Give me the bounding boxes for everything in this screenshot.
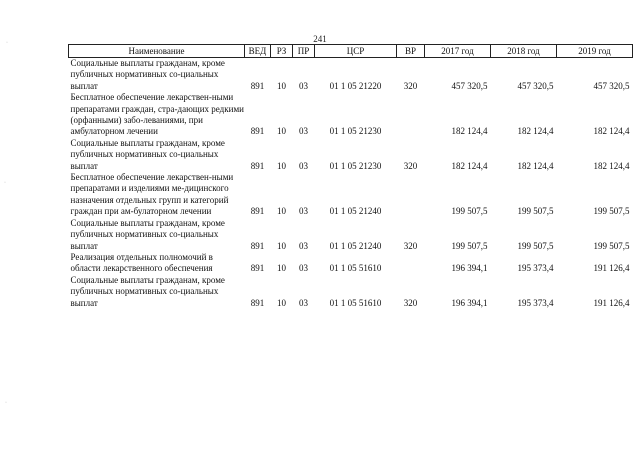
cell-vr xyxy=(397,252,425,275)
cell-2017: 182 124,4 xyxy=(451,126,488,137)
cell-rz: 10 xyxy=(277,297,286,308)
cell-vr: 320 xyxy=(403,80,418,91)
cell-pr: 03 xyxy=(299,206,308,217)
cell-pr: 03 xyxy=(299,160,308,171)
table-row xyxy=(69,58,633,93)
cell-pr: 03 xyxy=(299,297,308,308)
cell-2019: 182 124,4 xyxy=(593,160,630,171)
cell-2019: 191 126,4 xyxy=(593,297,630,308)
cell-name: Социальные выплаты гражданам, кроме публичных нормативных со-циальных выплат xyxy=(70,58,225,91)
cell-ved: 891 xyxy=(250,160,265,171)
cell-pr: 03 xyxy=(299,80,308,91)
cell-2018: 199 507,5 xyxy=(517,240,554,251)
cell-vr xyxy=(397,92,425,138)
cell-ved: 891 xyxy=(250,80,265,91)
cell-2018: 182 124,4 xyxy=(517,160,554,171)
cell-2019: 191 126,4 xyxy=(593,263,630,274)
table-row xyxy=(69,138,633,172)
cell-ved: 891 xyxy=(250,263,265,274)
cell-2018: 195 373,4 xyxy=(517,297,554,308)
cell-2018: 457 320,5 xyxy=(517,80,554,91)
cell-2017: 196 394,1 xyxy=(451,297,488,308)
cell-csr: 01 1 05 21240 xyxy=(329,240,382,251)
cell-name: Бесплатное обеспечение лекарствен-ными препаратами и изделиями ме-дицинского назначения отдельных групп и категорий граждан при ам-булаторном лечении xyxy=(70,172,234,217)
cell-ved: 891 xyxy=(250,240,265,251)
cell-name: Социальные выплаты гражданам, кроме публичных нормативных со-циальных выплат xyxy=(70,217,225,251)
scan-mark: · xyxy=(6,40,8,46)
col-header-rz: РЗ xyxy=(271,45,293,58)
cell-pr: 03 xyxy=(299,240,308,251)
cell-2018: 195 373,4 xyxy=(517,263,554,274)
cell-2017: 182 124,4 xyxy=(451,160,488,171)
table-row xyxy=(69,92,633,138)
table-row xyxy=(69,218,633,252)
cell-pr: 03 xyxy=(299,126,308,137)
cell-2019: 182 124,4 xyxy=(593,126,630,137)
col-header-2017: 2017 год xyxy=(425,45,491,58)
cell-rz: 10 xyxy=(277,263,286,274)
scan-mark: · xyxy=(5,400,7,406)
cell-2017: 199 507,5 xyxy=(451,206,488,217)
cell-name: Реализация отдельных полномочий в области лекарственного обеспечения xyxy=(70,251,213,274)
col-header-ved: ВЕД xyxy=(245,45,271,58)
header-row xyxy=(69,45,633,58)
col-header-name: Наименование xyxy=(69,45,245,58)
cell-rz: 10 xyxy=(277,160,286,171)
cell-rz: 10 xyxy=(277,240,286,251)
cell-csr: 01 1 05 21220 xyxy=(329,80,382,91)
cell-ved: 891 xyxy=(250,206,265,217)
cell-name: Бесплатное обеспечение лекарствен-ными препаратами граждан, стра-дающих редкими (орфанными) забо-леваниями, при амбулаторном лечении xyxy=(70,92,244,137)
cell-ved: 891 xyxy=(250,126,265,137)
cell-2019: 199 507,5 xyxy=(593,240,630,251)
cell-2017: 457 320,5 xyxy=(451,80,488,91)
cell-vr xyxy=(397,172,425,218)
table-row xyxy=(69,275,633,309)
col-header-pr: ПР xyxy=(293,45,315,58)
cell-vr: 320 xyxy=(403,297,418,308)
cell-2019: 457 320,5 xyxy=(593,80,630,91)
cell-csr: 01 1 05 21230 xyxy=(329,160,382,171)
cell-name: Социальные выплаты гражданам, кроме публичных нормативных со-циальных выплат xyxy=(70,274,225,308)
cell-rz: 10 xyxy=(277,80,286,91)
cell-2019: 199 507,5 xyxy=(593,206,630,217)
cell-ved: 891 xyxy=(250,297,265,308)
col-header-2019: 2019 год xyxy=(557,45,633,58)
page-number: 241 xyxy=(313,34,327,44)
cell-csr: 01 1 05 21230 xyxy=(329,126,382,137)
table-row xyxy=(69,172,633,218)
cell-vr: 320 xyxy=(403,160,418,171)
cell-2018: 199 507,5 xyxy=(517,206,554,217)
cell-csr: 01 1 05 51610 xyxy=(329,297,382,308)
cell-2018: 182 124,4 xyxy=(517,126,554,137)
table-row xyxy=(69,252,633,275)
budget-table xyxy=(68,44,633,309)
cell-vr: 320 xyxy=(403,240,418,251)
cell-rz: 10 xyxy=(277,126,286,137)
cell-rz: 10 xyxy=(277,206,286,217)
cell-pr: 03 xyxy=(299,263,308,274)
col-header-vr: ВР xyxy=(397,45,425,58)
cell-2017: 199 507,5 xyxy=(451,240,488,251)
col-header-2018: 2018 год xyxy=(491,45,557,58)
cell-name: Социальные выплаты гражданам, кроме публичных нормативных со-циальных выплат xyxy=(70,137,225,171)
col-header-csr: ЦСР xyxy=(315,45,397,58)
cell-csr: 01 1 05 21240 xyxy=(329,206,382,217)
cell-csr: 01 1 05 51610 xyxy=(329,263,382,274)
cell-2017: 196 394,1 xyxy=(451,263,488,274)
scan-mark: · xyxy=(4,180,6,186)
